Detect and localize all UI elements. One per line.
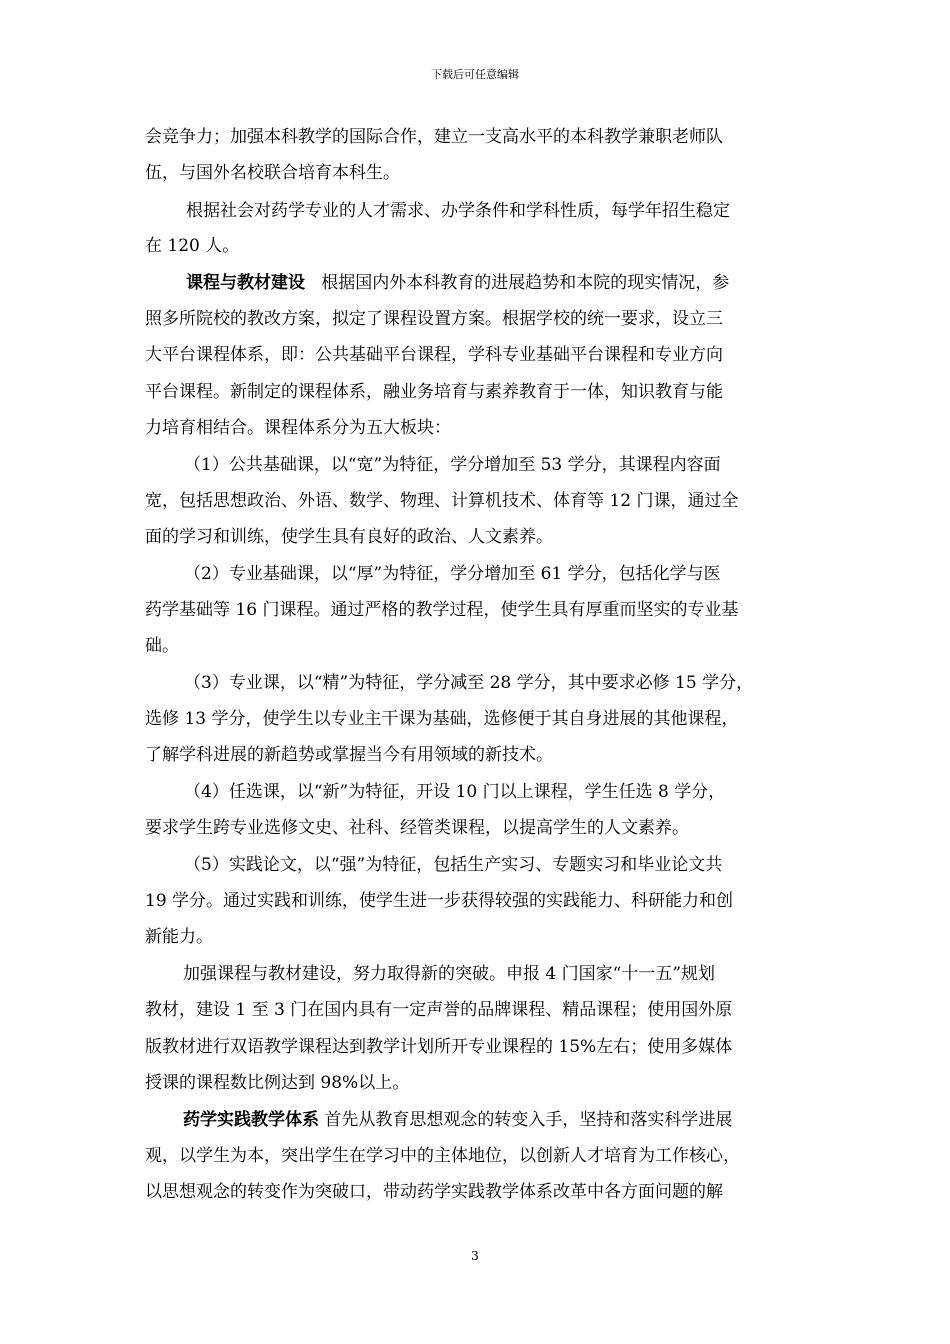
page-number: 3 [471, 1249, 479, 1263]
list-item-line: （2）专业基础课，以“厚”为特征，学分增加至 61 学分，包括化学与医 [184, 564, 721, 584]
text-line: 照多所院校的教改方案，拟定了课程设置方案。根据学校的统一要求，设立三 [145, 309, 723, 329]
list-item-line: （4）任选课，以“新”为特征，开设 10 门以上课程，学生任选 8 学分， [184, 782, 726, 802]
text-line: 力培育相结合。课程体系分为五大板块： [145, 418, 451, 438]
list-item-line: （5）实践论文，以“强”为特征，包括生产实习、专题实习和毕业论文共 [184, 855, 723, 875]
list-item-line: （3）专业课，以“精”为特征，学分减至 28 学分，其中要求必修 15 学分， [184, 673, 754, 693]
list-item-line: （1）公共基础课，以“宽”为特征，学分增加至 53 学分，其课程内容面 [184, 455, 721, 475]
text-line: 宽，包括思想政治、外语、数学、物理、计算机技术、体育等 12 门课，通过全 [145, 491, 739, 511]
heading-gap [305, 273, 321, 293]
page-header: 下载后可任意编辑 [431, 68, 519, 81]
text-line: 选修 13 学分，使学生以专业主干课为基础，选修便于其自身进展的其他课程， [145, 709, 739, 729]
text-line: 平台课程。新制定的课程体系，融业务培育与素养教育于一体，知识教育与能 [145, 382, 723, 402]
text-line: 药学基础等 16 门课程。通过严格的教学过程，使学生具有厚重而坚实的专业基 [145, 600, 739, 620]
text-line: 础。 [145, 636, 179, 656]
paragraph-line-with-heading [186, 273, 729, 293]
section-heading-practice: 药学实践教学体系 [183, 1110, 319, 1130]
text-line: 加强课程与教材建设，努力取得新的突破。申报 4 门国家“十一五”规划 [183, 964, 716, 984]
text-line: 首先从教育思想观念的转变入手，坚持和落实科学进展 [324, 1110, 733, 1130]
text-line: 了解学科进展的新趋势或掌握当今有用领域的新技术。 [145, 745, 553, 765]
text-line: 教材，建设 1 至 3 门在国内具有一定声誉的品牌课程、精品课程；使用国外原 [145, 1000, 733, 1020]
text-line: 伍，与国外名校联合培育本科生。 [145, 163, 400, 183]
text-line: 新能力。 [145, 927, 213, 947]
text-line: 以思想观念的转变作为突破口，带动药学实践教学体系改革中各方面问题的解 [145, 1182, 723, 1202]
text-line: 版教材进行双语教学课程达到教学计划所开专业课程的 15%左右；使用多媒体 [145, 1037, 733, 1057]
text-line: 观，以学生为本，突出学生在学习中的主体地位，以创新人才培育为工作核心， [145, 1146, 740, 1166]
text-line: 19 学分。通过实践和训练，使学生进一步获得较强的实践能力、科研能力和创 [145, 891, 734, 911]
text-line: 面的学习和训练，使学生具有良好的政治、人文素养。 [145, 527, 553, 547]
text-line: 授课的课程数比例达到 98%以上。 [145, 1073, 410, 1093]
text-line: 根据社会对药学专业的人才需求、办学条件和学科性质，每学年招生稳定 [186, 201, 730, 221]
text-line: 要求学生跨专业选修文史、社科、经管类课程，以提高学生的人文素养。 [145, 818, 689, 838]
text-line: 大平台课程体系，即：公共基础平台课程，学科专业基础平台课程和专业方向 [145, 345, 723, 365]
paragraph-line-with-heading [183, 1110, 732, 1130]
section-heading-course: 课程与教材建设 [186, 273, 305, 293]
text-line: 会竞争力；加强本科教学的国际合作，建立一支高水平的本科教学兼职老师队 [145, 127, 723, 147]
text-line: 在 120 人。 [145, 236, 240, 256]
text-line: 根据国内外本科教育的进展趋势和本院的现实情况，参 [321, 273, 730, 293]
